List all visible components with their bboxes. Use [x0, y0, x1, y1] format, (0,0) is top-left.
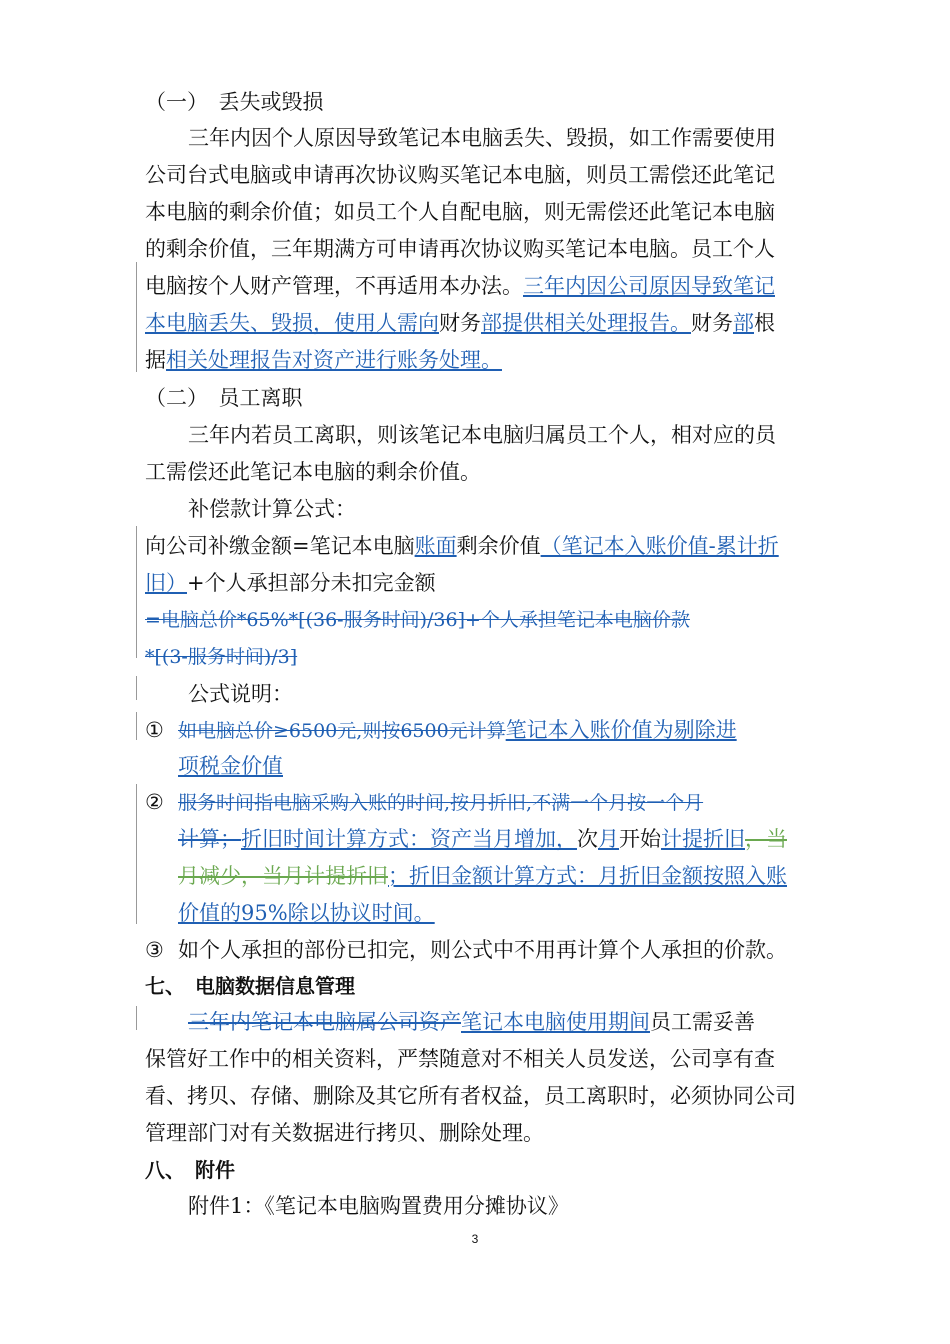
change-bar: [136, 712, 137, 740]
inserted-text: 月: [598, 827, 619, 851]
text-run: 开始: [619, 827, 661, 851]
formula-line: [145, 528, 810, 564]
deleted-text: 计算；: [178, 827, 241, 851]
text-run: +个人承担部分未扣完金额: [187, 571, 436, 595]
section-heading: （二） 员工离职: [145, 386, 303, 410]
note-item-1: [145, 712, 810, 749]
page-number: 3: [471, 1232, 479, 1246]
paragraph-line: 公司台式电脑或申请再次协议购买笔记本电脑，则员工需偿还此笔记: [145, 163, 775, 187]
inserted-text: ；折旧金额计算方式：月折旧金额按照入账: [388, 864, 787, 888]
inserted-text: 账面: [414, 534, 457, 558]
change-bar: [136, 1006, 137, 1030]
section-heading: （一） 丢失或毁损: [145, 90, 324, 114]
deleted-text: *[(3-服务时间)/3]: [145, 646, 298, 668]
change-bar: [136, 526, 137, 658]
notes-label: 公式说明：: [188, 682, 293, 706]
text-run: 次: [577, 827, 598, 851]
note-item-2-cont: [178, 821, 810, 857]
change-bar: [136, 676, 137, 700]
inserted-text: 本电脑丢失、毁损，使用人需向: [145, 311, 439, 335]
paragraph-line: 管理部门对有关数据进行拷贝、删除处理。: [145, 1121, 544, 1145]
paragraph-line: [145, 342, 810, 378]
inserted-text: 计提折旧: [661, 827, 745, 851]
deleted-text: 服务时间指电脑采购入账的时间,按月折旧,不满一个月按一个月: [178, 792, 704, 814]
text-run: 财务: [691, 311, 733, 335]
list-marker: ①: [145, 718, 164, 742]
paragraph-line: 三年内若员工离职，则该笔记本电脑归属员工个人，相对应的员: [188, 423, 776, 447]
inserted-text: 折旧时间计算方式：资产当月增加，: [241, 827, 577, 851]
text-run: 据: [145, 348, 166, 372]
paragraph-line: [145, 268, 810, 304]
text-run: 电脑按个人财产管理，不再适用本办法。: [145, 274, 523, 298]
paragraph-line: 三年内因个人原因导致笔记本电脑丢失、毁损，如工作需要使用: [188, 126, 776, 150]
deleted-text: ，当: [745, 827, 787, 851]
inserted-text: 笔记本电脑使用期间: [461, 1010, 650, 1034]
note-item-2-cont: [178, 895, 810, 931]
paragraph-line: 的剩余价值，三年期满方可申请再次协议购买笔记本电脑。员工个人: [145, 237, 775, 261]
text-run: 财务: [439, 311, 481, 335]
inserted-text: 笔记本入账价值为剔除进: [505, 718, 737, 742]
section-heading: 七、 电脑数据信息管理: [145, 974, 355, 998]
formula-label: 补偿款计算公式：: [188, 497, 356, 521]
deleted-text: 三年内笔记本电脑属公司资产: [188, 1010, 461, 1034]
text-run: 根: [754, 311, 775, 335]
change-bar: [136, 262, 137, 372]
inserted-text: 三年内因公司原因导致笔记: [523, 274, 775, 298]
paragraph-line: [188, 1004, 810, 1040]
paragraph-line: 保管好工作中的相关资料，严禁随意对不相关人员发送，公司享有查: [145, 1047, 775, 1071]
paragraph-line: 本电脑的剩余价值；如员工个人自配电脑，则无需偿还此笔记本电脑: [145, 200, 775, 224]
deleted-text: 如电脑总价≥6500元,则按6500元计算: [178, 720, 506, 742]
text-run: 向公司补缴金额=笔记本电脑: [145, 534, 415, 558]
note-item-1-cont: [178, 748, 810, 784]
paragraph-line: [145, 305, 810, 341]
inserted-text: 价值的95%除以协议时间。: [178, 901, 435, 925]
formula-line: [145, 565, 810, 601]
note-item-2: [145, 784, 810, 821]
text-run: 员工需妥善: [650, 1010, 755, 1034]
section-heading: 八、 附件: [145, 1158, 235, 1182]
inserted-text: 相关处理报告对资产进行账务处理。: [166, 348, 502, 372]
paragraph-line: 看、拷贝、存储、删除及其它所有者权益，员工离职时，必须协同公司: [145, 1084, 796, 1108]
list-marker: ②: [145, 790, 164, 814]
paragraph-line: 工需偿还此笔记本电脑的剩余价值。: [145, 460, 481, 484]
note-item-3: [145, 932, 810, 968]
paragraph-line: 附件1：《笔记本电脑购置费用分摊协议》: [188, 1194, 569, 1218]
text-run: 剩余价值: [456, 534, 541, 558]
inserted-text: （笔记本入账价值-累计折: [540, 534, 779, 558]
inserted-text: 部提供相关处理报告。: [481, 311, 691, 335]
inserted-text: 项税金价值: [178, 754, 283, 778]
deleted-text: 月减少，当月计提折旧: [178, 864, 388, 888]
text-run: 如个人承担的部份已扣完，则公式中不用再计算个人承担的价款。: [178, 938, 787, 962]
list-marker: ③: [145, 938, 164, 962]
deleted-text: =电脑总价*65%*[(36-服务时间)/36]+个人承担笔记本电脑价款: [145, 609, 690, 631]
inserted-text: 部: [733, 311, 754, 335]
inserted-text: 旧）: [145, 571, 187, 595]
note-item-2-cont: [178, 858, 810, 894]
change-bar: [136, 784, 137, 924]
formula-line: [145, 639, 810, 675]
formula-line: [145, 602, 810, 638]
